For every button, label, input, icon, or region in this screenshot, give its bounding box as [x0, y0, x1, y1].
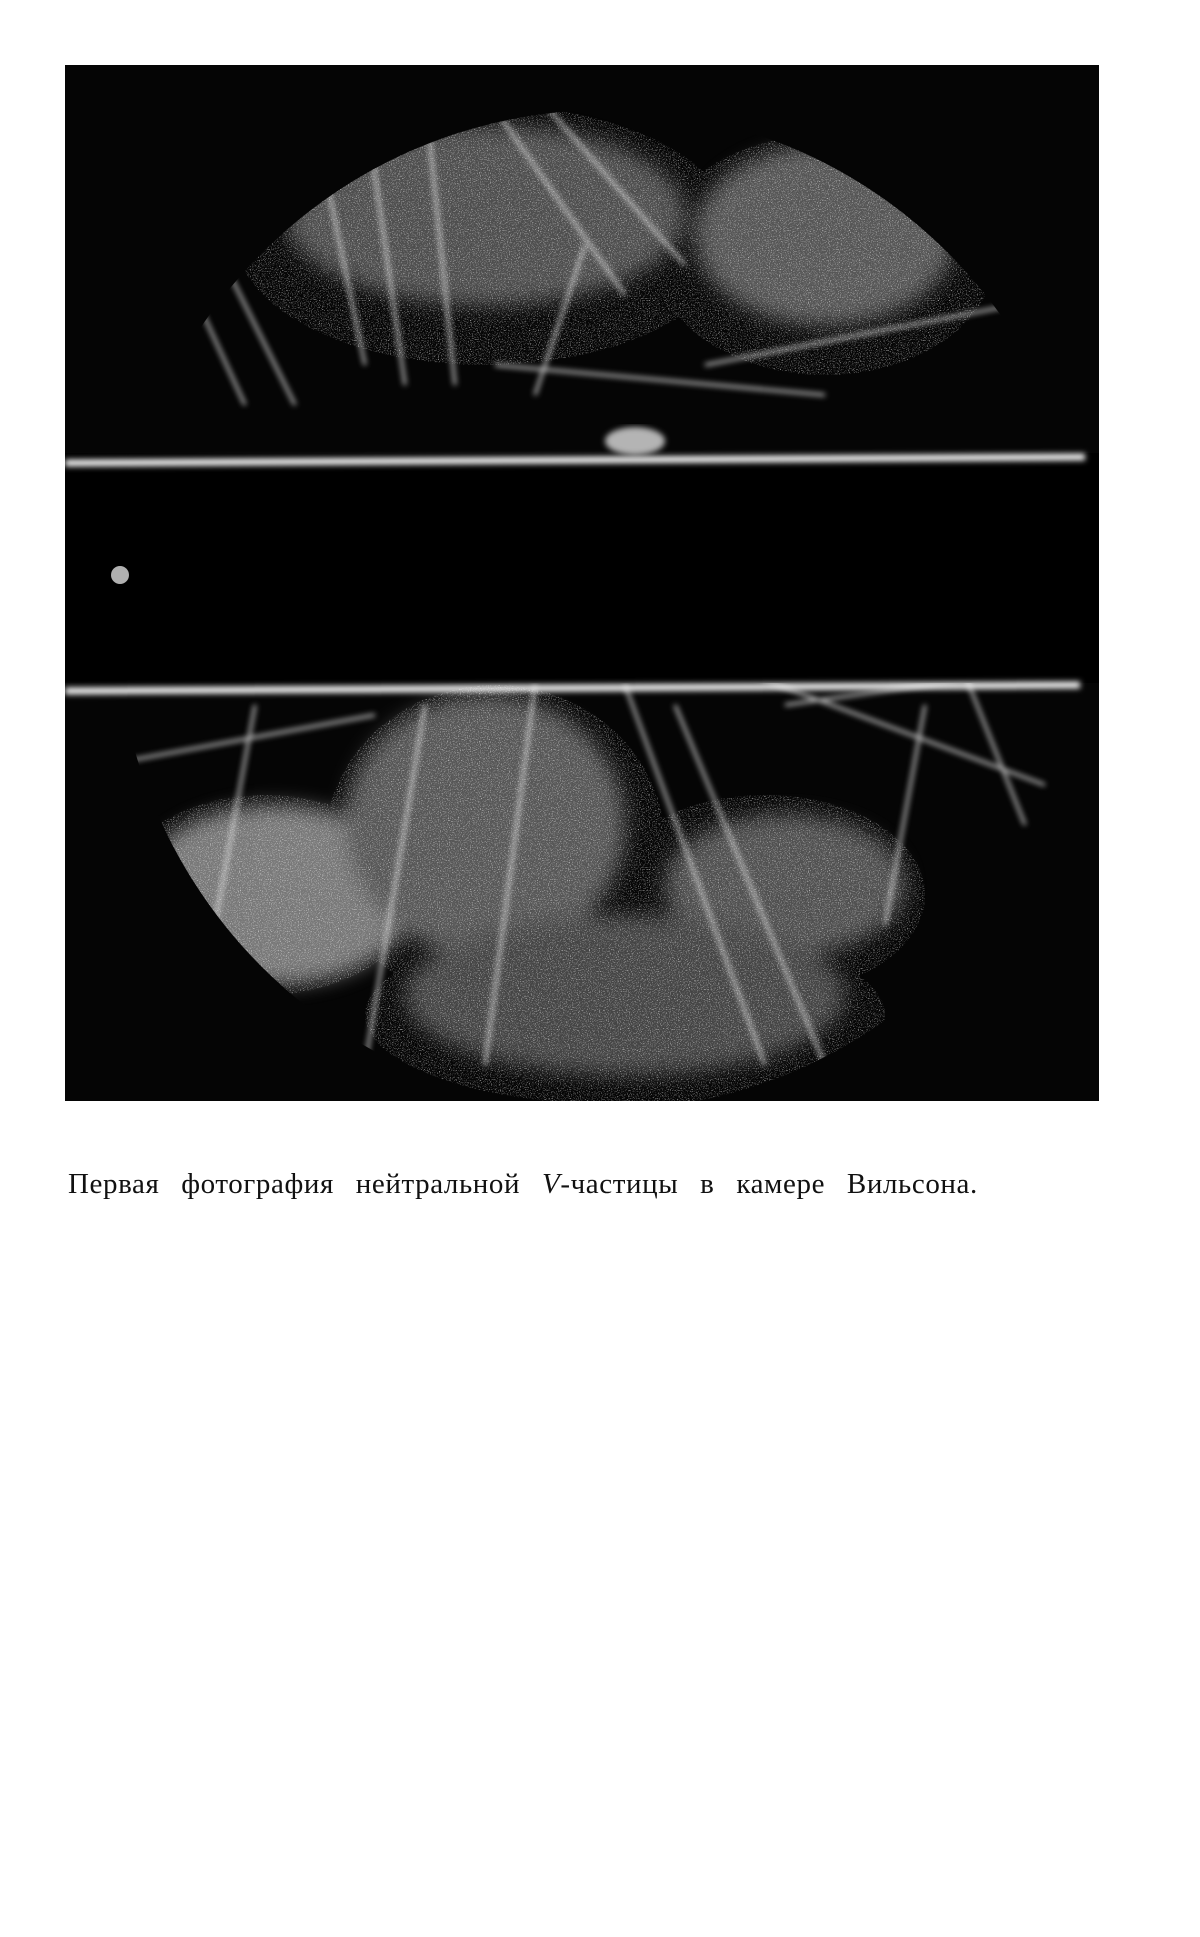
fiducial-mark	[111, 566, 129, 584]
cloud-chamber-image	[65, 65, 1099, 1101]
caption-particle-symbol: V	[542, 1168, 561, 1200]
chamber-plate	[65, 453, 1099, 683]
figure-caption	[68, 1166, 1128, 1202]
cloud-chamber-photo	[65, 65, 1099, 1101]
caption-text-end: -частицы в камере Вильсона.	[560, 1168, 978, 1200]
caption-text-start: Первая фотография нейтральной	[68, 1168, 521, 1200]
